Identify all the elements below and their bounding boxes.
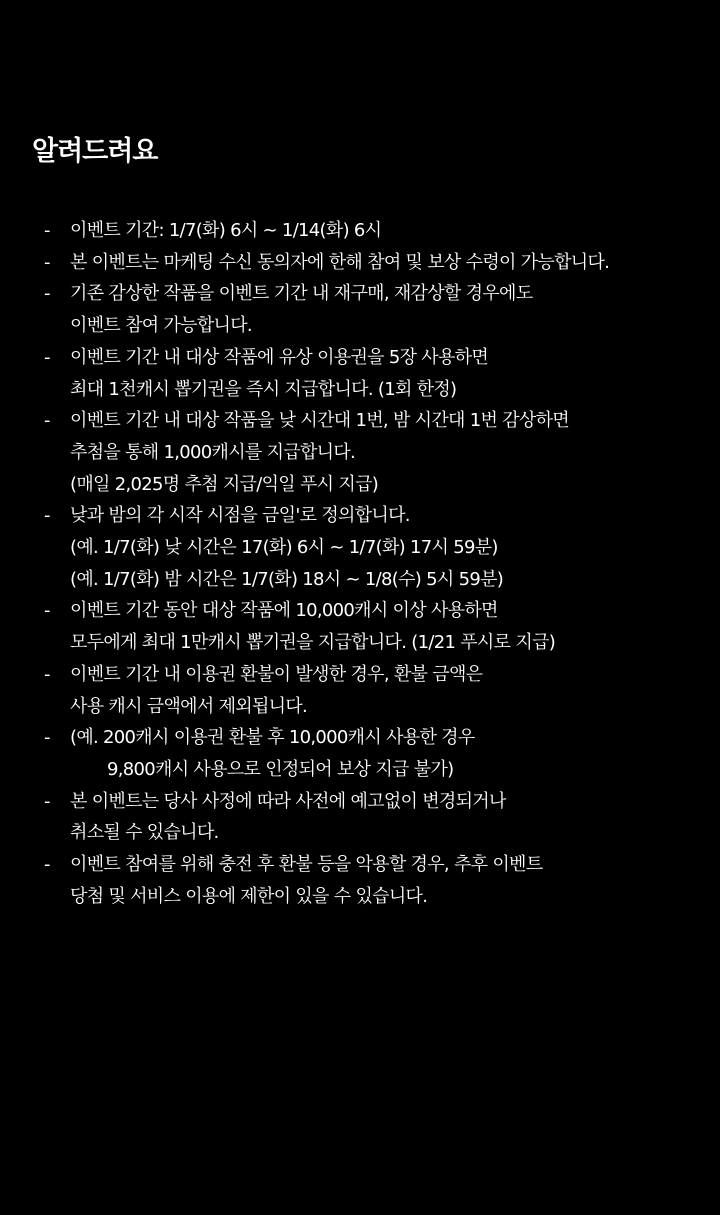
- notice-bullet: -: [44, 663, 51, 685]
- notice-line: (예. 1/7(화) 밤 시간은 1/7(화) 18시 ~ 1/8(수) 5시 59분): [70, 568, 504, 590]
- notice-line: 기존 감상한 작품을 이벤트 기간 내 재구매, 재감상할 경우에도: [70, 283, 533, 305]
- notice-bullet: -: [44, 600, 51, 622]
- notice-item: [0, 405, 720, 500]
- notice-line: 이벤트 참여를 위해 충전 후 환불 등을 악용할 경우, 추후 이벤트: [70, 854, 543, 876]
- notice-line: 사용 캐시 금액에서 제외됩니다.: [70, 695, 308, 717]
- notice-line: 9,800캐시 사용으로 인정되어 보상 지급 불가): [107, 758, 454, 780]
- notice-line: 이벤트 기간: 1/7(화) 6시 ~ 1/14(화) 6시: [70, 220, 382, 241]
- notice-bullet: -: [44, 251, 51, 273]
- notice-item: [0, 500, 720, 595]
- notice-item: [0, 247, 720, 279]
- notice-item: [0, 659, 720, 722]
- notice-line: 당첨 및 서비스 이용에 제한이 있을 수 있습니다.: [70, 885, 428, 907]
- notice-line: 모두에게 최대 1만캐시 뽑기권을 지급합니다. (1/21 푸시로 지급): [70, 632, 556, 654]
- notice-item: [0, 849, 720, 912]
- notice-line: 최대 1천캐시 뽑기권을 즉시 지급합니다. (1회 한정): [70, 378, 457, 400]
- notice-list: [0, 215, 720, 912]
- notice-line: 이벤트 기간 내 대상 작품을 낮 시간대 1번, 밤 시간대 1번 감상하면: [70, 410, 569, 432]
- notice-line: (예. 200캐시 이용권 환불 후 10,000캐시 사용한 경우: [70, 727, 475, 749]
- notice-bullet: -: [44, 283, 51, 305]
- notice-line: 본 이벤트는 당사 사정에 따라 사전에 예고없이 변경되거나: [70, 790, 506, 812]
- notice-line: 이벤트 기간 동안 대상 작품에 10,000캐시 이상 사용하면: [70, 600, 498, 622]
- notice-item: [0, 278, 720, 341]
- notice-line: 본 이벤트는 마케팅 수신 동의자에 한해 참여 및 보상 수령이 가능합니다.: [70, 251, 610, 273]
- notice-item: [0, 722, 720, 785]
- notice-line: 이벤트 기간 내 대상 작품에 유상 이용권을 5장 사용하면: [70, 346, 489, 368]
- notice-line: 이벤트 기간 내 이용권 환불이 발생한 경우, 환불 금액은: [70, 663, 483, 685]
- notice-bullet: -: [44, 790, 51, 812]
- notice-bullet: -: [44, 410, 51, 432]
- notice-bullet: -: [44, 505, 51, 527]
- notice-line: 취소될 수 있습니다.: [70, 822, 219, 844]
- notice-bullet: -: [44, 346, 51, 368]
- notice-line: 낮과 밤의 각 시작 시점을 금일'로 정의합니다.: [70, 505, 410, 527]
- notice-item: [0, 215, 720, 247]
- notice-line: (매일 2,025명 추첨 지급/익일 푸시 지급): [70, 473, 379, 495]
- notice-item: [0, 786, 720, 849]
- notice-bullet: -: [44, 854, 51, 876]
- notice-bullet: -: [44, 220, 51, 241]
- notice-item: [0, 595, 720, 658]
- notice-line: 추첨을 통해 1,000캐시를 지급합니다.: [70, 441, 356, 463]
- notice-title: 알려드려요: [32, 136, 158, 167]
- notice-item: [0, 342, 720, 405]
- notice-bullet: -: [44, 727, 51, 749]
- notice-line: (예. 1/7(화) 낮 시간은 17(화) 6시 ~ 1/7(화) 17시 59분): [70, 537, 498, 559]
- notice-line: 이벤트 참여 가능합니다.: [70, 315, 252, 337]
